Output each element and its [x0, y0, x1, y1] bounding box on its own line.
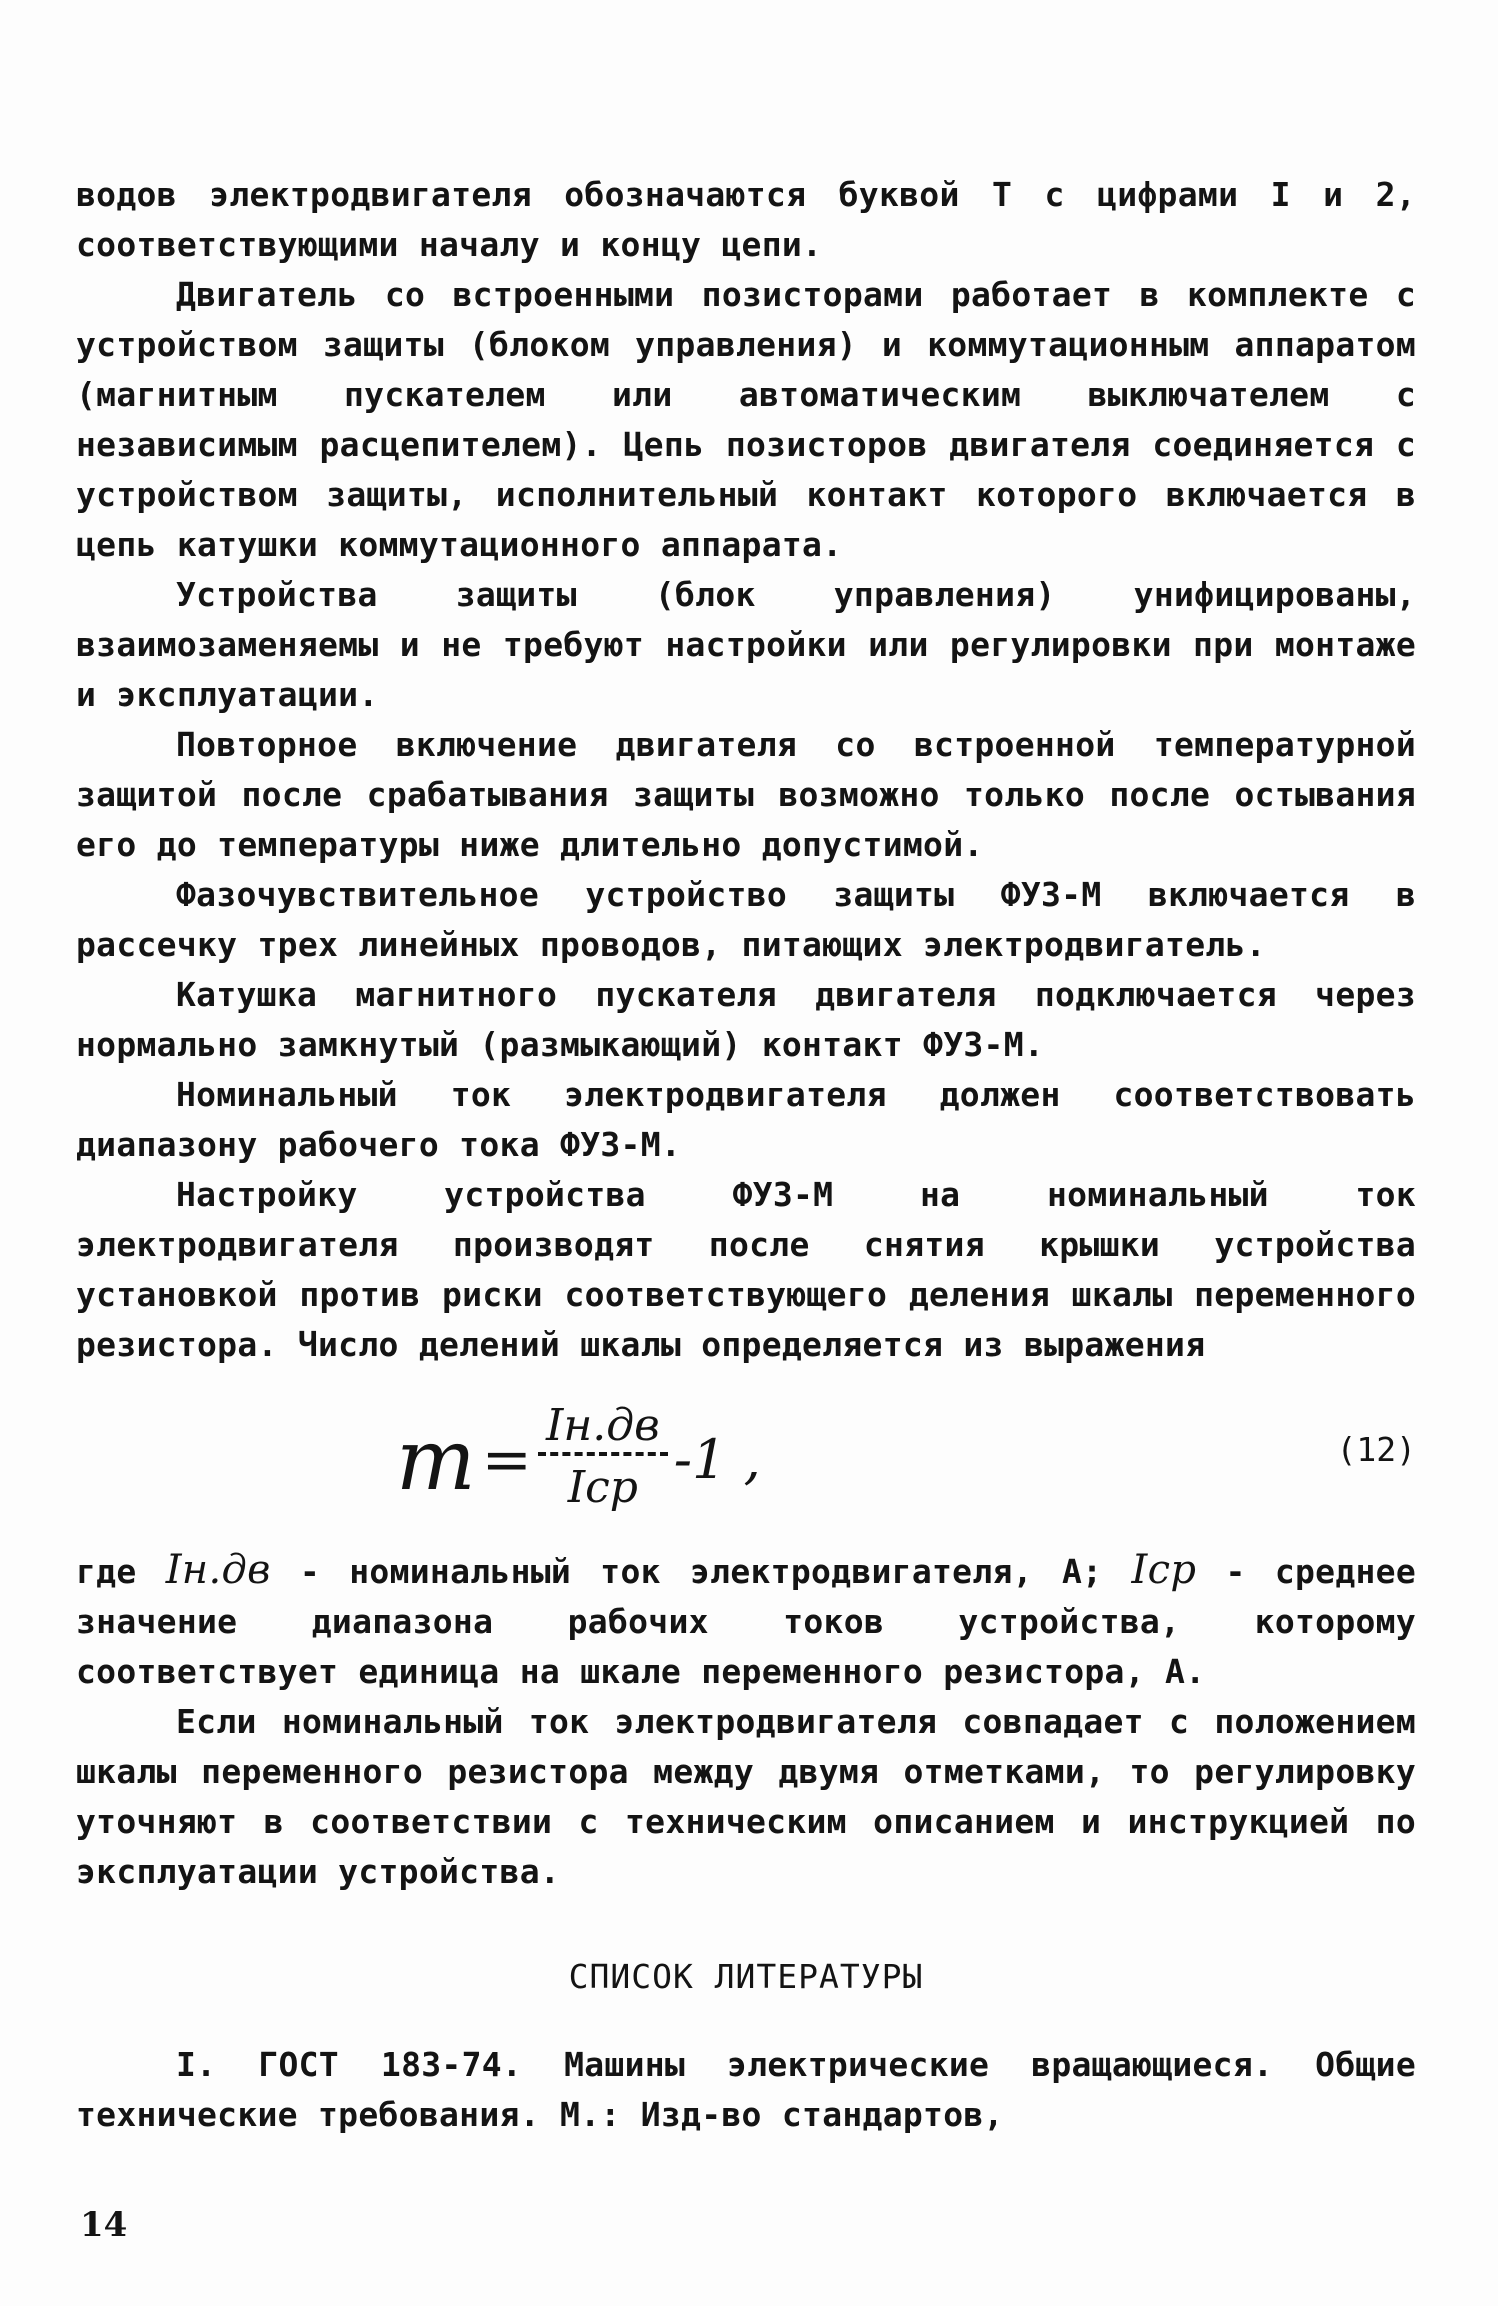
- where-definition-1: - номинальный ток электродвигателя, А;: [270, 1552, 1132, 1591]
- references-list: [76, 2040, 1416, 2140]
- formula-12: [396, 1385, 761, 1535]
- equation-number: (12): [1336, 1430, 1416, 1469]
- where-prefix: где: [76, 1552, 166, 1591]
- paragraph-2: Двигатель со встроенными позисторами работает в комплекте с устройством защиты (блоком управления) и коммутационным аппаратом (магнитным пускателем или автоматическим выключателем с независимым расцепителем). Цепь позисторов двигателя соединяется с устройством защиты, исполнительный контакт которого включается в цепь катушки коммутационного аппарата.: [76, 275, 1416, 564]
- paragraph-after-formula: Если номинальный ток электродвигателя совпадает с положением шкалы переменного резистора между двумя отметками, то регулировку уточняют в соответствии с техническим описанием и инструкцией по эксплуатации устройства.: [76, 1702, 1416, 1891]
- formula-numerator: Iн.дв: [545, 1400, 660, 1451]
- paragraph-5: Фазочувствительное устройство защиты ФУЗ-М включается в рассечку трех линейных проводов, питающих электродвигатель.: [76, 875, 1416, 964]
- body-text-top: [76, 170, 1416, 1370]
- where-symbol-mean-current: Iср: [1131, 1547, 1197, 1593]
- paragraph-6: Катушка магнитного пускателя двигателя подключается через нормально замкнутый (размыкающий) контакт ФУЗ-М.: [76, 975, 1416, 1064]
- references-heading: СПИСОК ЛИТЕРАТУРЫ: [568, 1957, 924, 1996]
- formula-fraction: [538, 1400, 668, 1520]
- body-text-bottom: [76, 1545, 1416, 1897]
- formula-equals: =: [481, 1425, 532, 1495]
- paragraph-3: Устройства защиты (блок управления) унифицированы, взаимозаменяемы и не требуют настройки или регулировки при монтаже и эксплуатации.: [76, 575, 1416, 714]
- paragraph-4: Повторное включение двигателя со встроенной температурной защитой после срабатывания защиты возможно только после остывания его до температуры ниже длительно допустимой.: [76, 725, 1416, 864]
- reference-item: I. ГОСТ 183-74. Машины электрические вращающиеся. Общие технические требования. М.: Изд-во стандартов,: [76, 2045, 1416, 2134]
- paragraph-1: водов электродвигателя обозначаются буквой Т с цифрами I и 2, соответствующими началу и концу цепи.: [76, 175, 1416, 264]
- where-paragraph: [76, 1545, 1416, 1697]
- formula-row: [76, 1385, 1416, 1535]
- where-definition-2: - среднее значение диапазона рабочих токов устройства, которому соответствует единица на шкале переменного резистора, А.: [76, 1552, 1416, 1691]
- page-number: 14: [80, 2205, 128, 2245]
- formula-denominator: Iср: [567, 1462, 638, 1513]
- where-symbol-nominal-current: Iн.дв: [165, 1547, 271, 1593]
- paragraph-7: Номинальный ток электродвигателя должен соответствовать диапазону рабочего тока ФУЗ-М.: [76, 1075, 1416, 1164]
- paragraph-8: Настройку устройства ФУЗ-М на номинальный ток электродвигателя производят после снятия крышки устройства установкой против риски соответствующего деления шкалы переменного резистора. Число делений шкалы определяется из выражения: [76, 1175, 1416, 1364]
- formula-lhs: m: [396, 1411, 476, 1509]
- formula-tail: -1 ,: [673, 1428, 761, 1491]
